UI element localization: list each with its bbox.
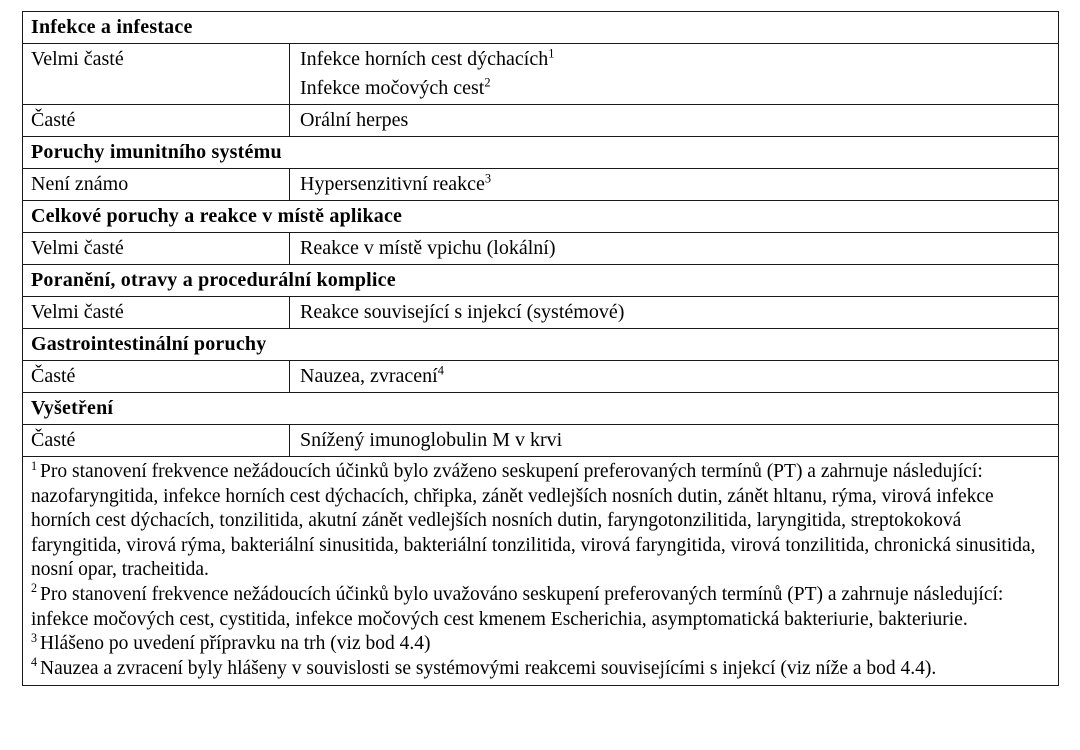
- term-line: [300, 238, 1058, 258]
- table-section-header-row: [23, 393, 1059, 425]
- term-cell: [290, 361, 1059, 393]
- term-line: [300, 363, 1058, 387]
- footnote-item: [31, 583, 1050, 632]
- footnote-text: Nauzea a zvracení byly hlášeny v souvislosti se systémovými reakcemi souvisejícími s injekcí (viz níže a bod 4.4).: [40, 657, 937, 679]
- table-body: [23, 12, 1059, 686]
- frequency-cell: Časté: [23, 361, 290, 393]
- table-row: [23, 233, 1059, 265]
- footnote-marker: 2: [31, 581, 38, 596]
- frequency-cell: Velmi časté: [23, 44, 290, 105]
- footnotes-cell: [23, 457, 1059, 686]
- term-cell: [290, 233, 1059, 265]
- term-text: Reakce v místě vpichu (lokální): [300, 237, 556, 259]
- term-text: Infekce horních cest dýchacích: [300, 48, 549, 70]
- term-line: [300, 46, 1058, 70]
- footnote-item: [31, 460, 1050, 583]
- footnote-marker: 3: [31, 630, 38, 645]
- footnote-text: Hlášeno po uvedení přípravku na trh (viz bod 4.4): [40, 633, 431, 655]
- term-text: Hypersenzitivní reakce: [300, 173, 485, 195]
- section-heading: Gastrointestinální poruchy: [23, 329, 1059, 361]
- table-row: [23, 44, 1059, 105]
- term-cell: [290, 105, 1059, 137]
- footnote-item: [31, 632, 1050, 657]
- footnote-reference: 1: [548, 46, 555, 61]
- footnote-marker: 1: [31, 458, 38, 473]
- term-line: [300, 171, 1058, 195]
- footnote-reference: 3: [484, 171, 492, 186]
- footnote-text: Pro stanovení frekvence nežádoucích účinků bylo zváženo seskupení preferovaných termínů (PT) a zahrnuje následující: nazofaryngitida, infekce horních cest dýchacích, chřipka, zánět vedlejších nosních dutin, zánět hltanu, rýma, virová infekce horních cest dýchacích, tonzilitida, akutní zánět vedlejších nosních dutin, faryngotonzilitida, laryngitida, streptokoková faryngitida, virová rýma, bakteriální sinusitida, bakteriální tonzilitida, virová faryngitida, virová tonzilitida, chronická sinusitida, nosní opar, tracheitida.: [31, 461, 1036, 581]
- term-line: [300, 75, 1058, 99]
- table-section-header-row: [23, 137, 1059, 169]
- frequency-cell: Není známo: [23, 169, 290, 201]
- frequency-cell: Časté: [23, 105, 290, 137]
- table-row: [23, 361, 1059, 393]
- footnote-reference: 4: [437, 363, 444, 378]
- section-heading: Vyšetření: [23, 393, 1059, 425]
- footnotes-row: [23, 457, 1059, 686]
- table-section-header-row: [23, 12, 1059, 44]
- footnote-reference: 2: [484, 75, 491, 90]
- term-line: [300, 302, 1058, 322]
- term-text: Orální herpes: [300, 109, 409, 131]
- term-text: Reakce související s injekcí (systémové): [300, 301, 625, 323]
- term-line: [300, 430, 1058, 450]
- table-section-header-row: [23, 201, 1059, 233]
- term-cell: [290, 169, 1059, 201]
- table-row: [23, 297, 1059, 329]
- term-text: Nauzea, zvracení: [300, 365, 438, 387]
- table-row: [23, 105, 1059, 137]
- table-row: [23, 169, 1059, 201]
- term-cell: [290, 44, 1059, 105]
- section-heading: Poranění, otravy a procedurální komplice: [23, 265, 1059, 297]
- frequency-cell: Velmi časté: [23, 297, 290, 329]
- term-cell: [290, 425, 1059, 457]
- footnote-item: [31, 657, 1050, 682]
- term-text: Infekce močových cest: [300, 77, 485, 99]
- section-heading: Celkové poruchy a reakce v místě aplikace: [23, 201, 1059, 233]
- term-text: Snížený imunoglobulin M v krvi: [300, 429, 563, 451]
- adverse-reactions-table: [22, 11, 1059, 686]
- table-row: [23, 425, 1059, 457]
- table-section-header-row: [23, 329, 1059, 361]
- footnote-marker: 4: [31, 655, 38, 670]
- term-cell: [290, 297, 1059, 329]
- frequency-cell: Velmi časté: [23, 233, 290, 265]
- footnote-text: Pro stanovení frekvence nežádoucích účinků bylo uvažováno seskupení preferovaných termínů (PT) a zahrnuje následující: infekce močových cest, cystitida, infekce močových cest kmenem Escherichia, asymptomatická bakteriurie, bakteriurie.: [31, 583, 1004, 630]
- term-line: [300, 110, 1058, 130]
- section-heading: Poruchy imunitního systému: [23, 137, 1059, 169]
- section-heading: Infekce a infestace: [23, 12, 1059, 44]
- frequency-cell: Časté: [23, 425, 290, 457]
- table-section-header-row: [23, 265, 1059, 297]
